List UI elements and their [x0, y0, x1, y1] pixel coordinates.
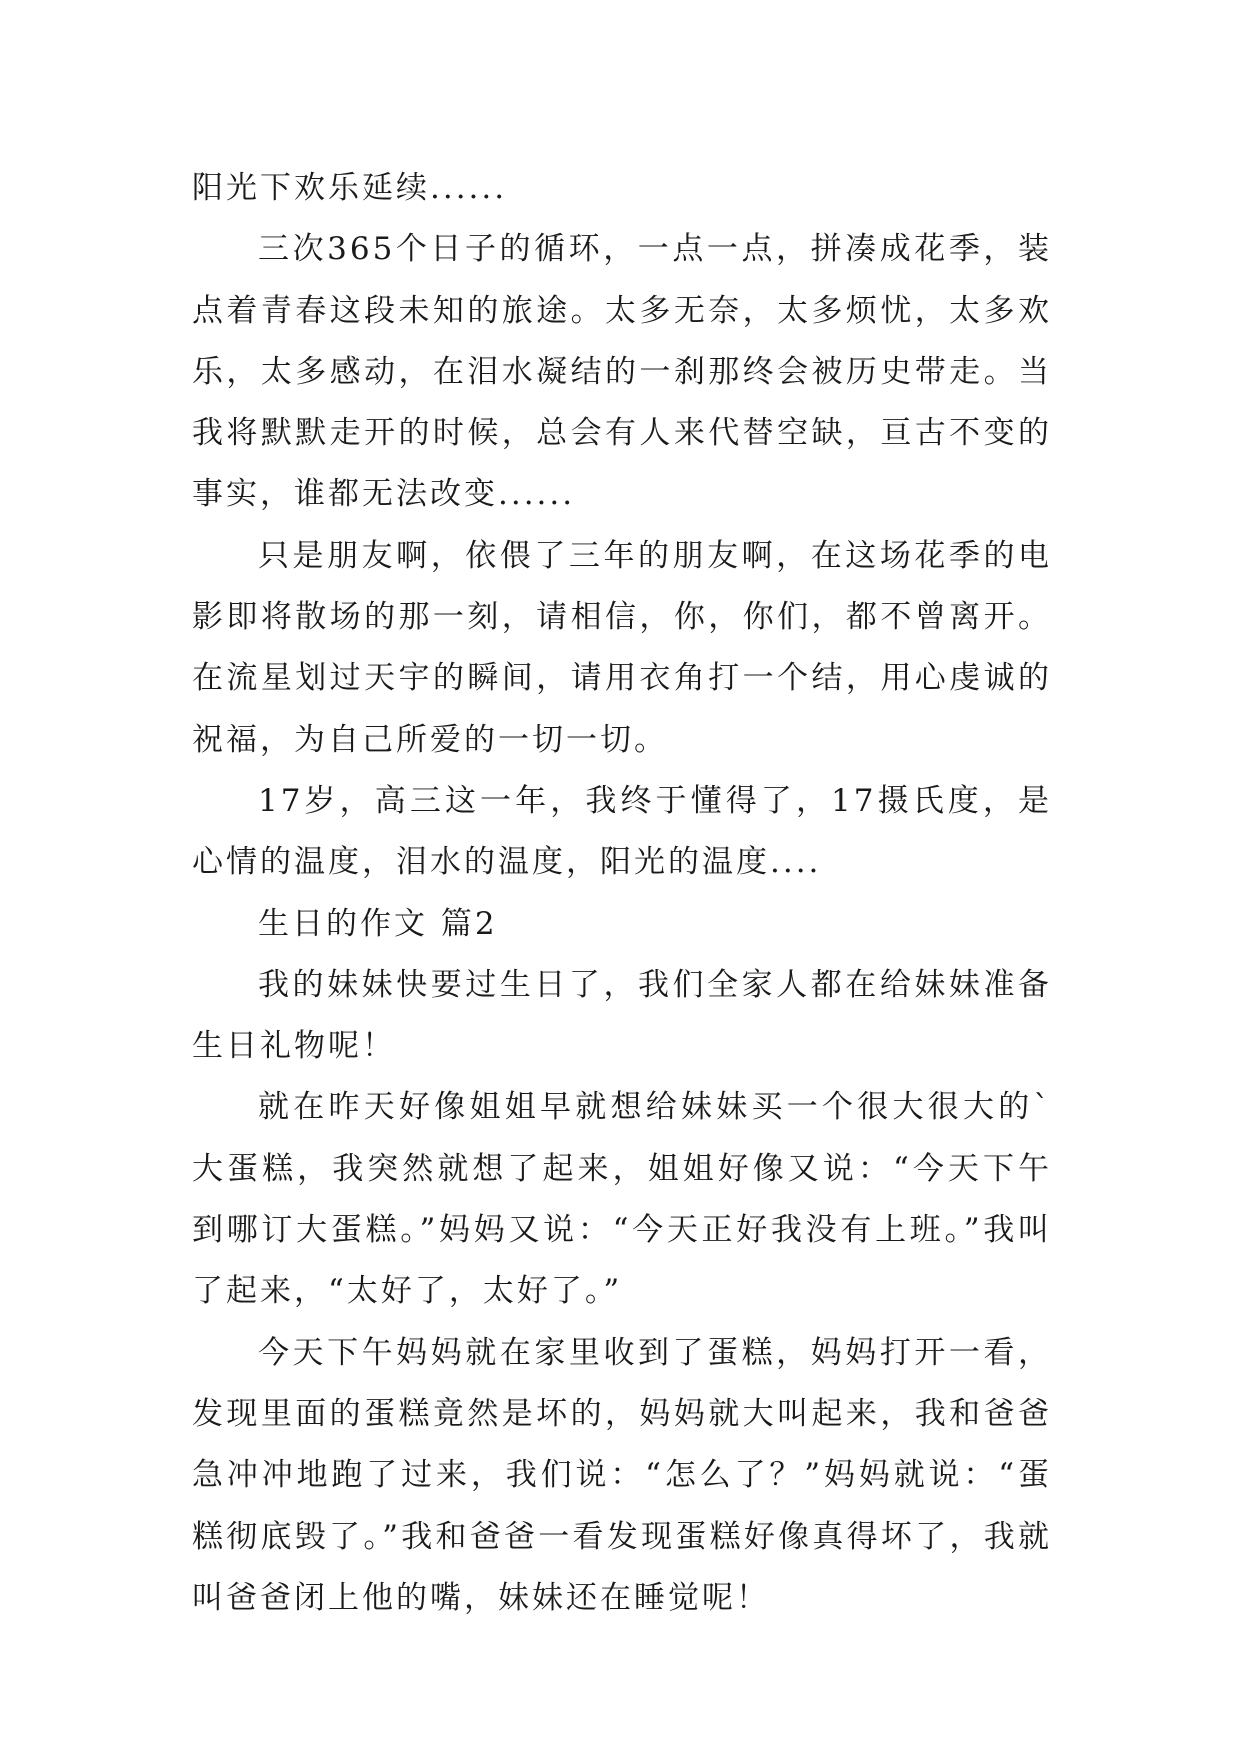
paragraph: 三次365个日子的循环，一点一点，拼凑成花季，装点着青春这段未知的旅途。太多无奈，太多烦忧，太多欢乐，太多感动，在泪水凝结的一刹那终会被历史带走。当我将默默走开的时候，总会有人来代替空缺，亘古不变的事实，谁都无法改变......	[192, 231, 1052, 513]
section-heading: 生日的作文 篇2	[258, 905, 498, 942]
paragraph: 就在昨天好像姐姐早就想给妹妹买一个很大很大的`大蛋糕，我突然就想了起来，姐姐好像又说：“今天下午到哪订大蛋糕。”妈妈又说：“今天正好我没有上班。”我叫了起来，“太好了，太好了。”	[192, 1089, 1052, 1310]
paragraph: 今天下午妈妈就在家里收到了蛋糕，妈妈打开一看，发现里面的蛋糕竟然是坏的，妈妈就大叫起来，我和爸爸急冲冲地跑了过来，我们说：“怎么了？”妈妈就说：“蛋糕彻底毁了。”我和爸爸一看发现蛋糕好像真得坏了，我就叫爸爸闭上他的嘴，妹妹还在睡觉呢！	[192, 1334, 1052, 1616]
document-body	[192, 158, 1052, 1629]
paragraph: 只是朋友啊，依偎了三年的朋友啊，在这场花季的电影即将散场的那一刻，请相信，你，你们，都不曾离开。在流星划过天宇的瞬间，请用衣角打一个结，用心虔诚的祝福，为自己所爱的一切一切。	[192, 537, 1052, 758]
paragraph: 17岁，高三这一年，我终于懂得了，17摄氏度，是心情的温度，泪水的温度，阳光的温度....	[192, 782, 1052, 881]
paragraph: 阳光下欢乐延续......	[192, 170, 508, 206]
paragraph: 我的妹妹快要过生日了，我们全家人都在给妹妹准备生日礼物呢！	[192, 966, 1052, 1065]
